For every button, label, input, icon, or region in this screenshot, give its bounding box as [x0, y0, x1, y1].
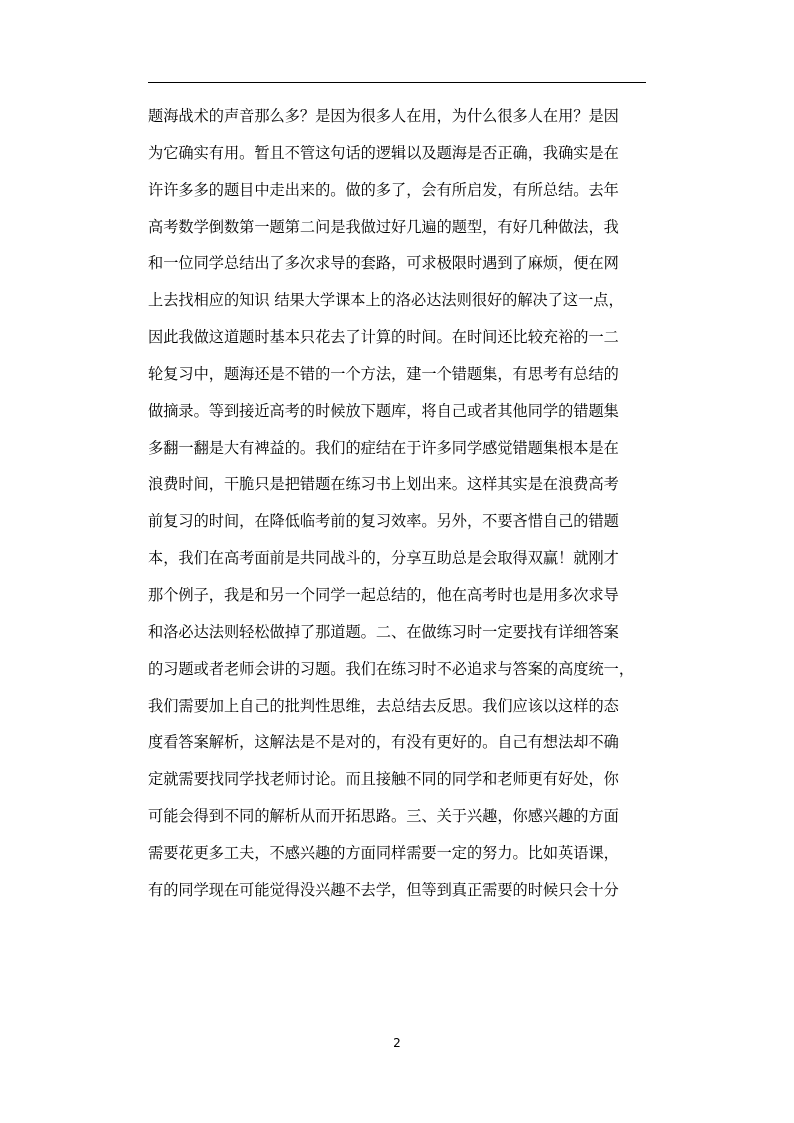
text-line: 多翻一翻是大有裨益的。我们的症结在于许多同学感觉错题集根本是在: [148, 438, 619, 457]
body-text: [148, 101, 646, 912]
text-line: 需要花更多工夫，不感兴趣的方面同样需要一定的努力。比如英语课，: [148, 843, 619, 862]
text-line: 和洛必达法则轻松做掉了那道题。二、在做练习时一定要找有详细答案: [148, 622, 619, 641]
text-line: 因此我做这道题时基本只花去了计算的时间。在时间还比较充裕的一二: [148, 328, 619, 347]
text-line: 上去找相应的知识 结果大学课本上的洛必达法则很好的解决了这一点，: [148, 291, 624, 310]
page-number: 2: [393, 1036, 401, 1050]
text-line: 可能会得到不同的解析从而开拓思路。三、关于兴趣，你感兴趣的方面: [148, 807, 619, 826]
text-line: 题海战术的声音那么多？是因为很多人在用，为什么很多人在用？是因: [148, 107, 619, 125]
header-rule: [148, 82, 646, 83]
text-line: 我们需要加上自己的批判性思维，去总结去反思。我们应该以这样的态: [148, 696, 619, 715]
text-line: 前复习的时间，在降低临考前的复习效率。另外，不要吝惜自己的错题: [148, 512, 619, 531]
text-line: 轮复习中，题海还是不错的一个方法，建一个错题集，有思考有总结的: [148, 364, 619, 383]
text-line: 的习题或者老师会讲的习题。我们在练习时不必追求与答案的高度统一，: [148, 659, 634, 678]
text-line: 做摘录。等到接近高考的时候放下题库，将自己或者其他同学的错题集: [148, 401, 619, 420]
text-line: 许许多多的题目中走出来的。做的多了，会有所启发，有所总结。去年: [148, 180, 619, 199]
text-line: 定就需要找同学找老师讨论。而且接触不同的同学和老师更有好处，你: [148, 770, 619, 789]
text-line: 有的同学现在可能觉得没兴趣不去学，但等到真正需要的时候只会十分: [148, 880, 619, 899]
text-line: 为它确实有用。暂且不管这句话的逻辑以及题海是否正确，我确实是在: [148, 143, 619, 162]
text-line: 度看答案解析，这解法是不是对的，有没有更好的。自己有想法却不确: [148, 733, 619, 752]
text-line: 本，我们在高考面前是共同战斗的，分享互助总是会取得双赢！就刚才: [148, 549, 619, 568]
text-line: 和一位同学总结出了多次求导的套路，可求极限时遇到了麻烦，便在网: [148, 254, 619, 273]
text-line: 浪费时间，干脆只是把错题在练习书上划出来。这样其实是在浪费高考: [148, 475, 619, 494]
text-line: 那个例子，我是和另一个同学一起总结的，他在高考时也是用多次求导: [148, 585, 619, 604]
text-line: 高考数学倒数第一题第二问是我做过好几遍的题型，有好几种做法，我: [148, 217, 619, 236]
